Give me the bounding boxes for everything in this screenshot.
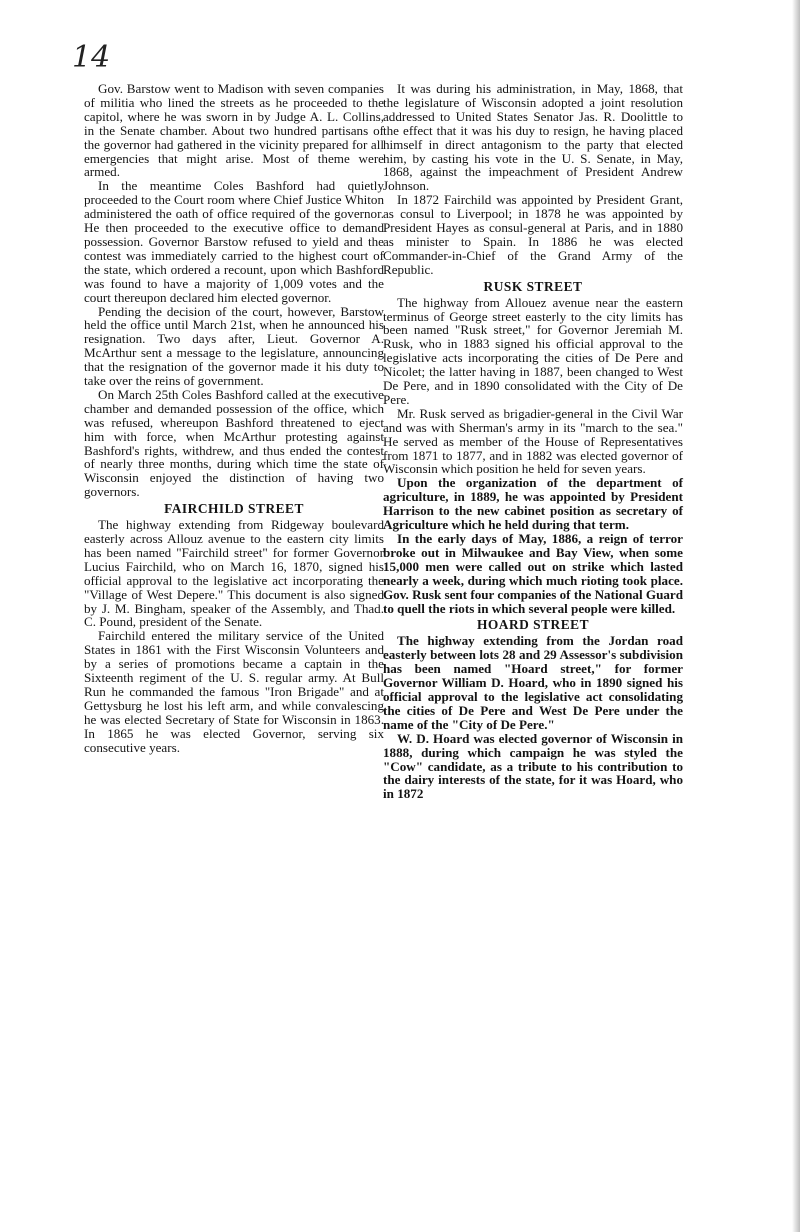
left-column-paragraph: In the meantime Coles Bashford had quietly proceeded to the Court room where Chief Justice Whiton administered the oath of office required of the governor. He then proceeded to the executive office to demand possession. Governor Barstow refused to yield and the contest was immediately carried to the highest court of the state, which ordered a recount, upon which Bashford was found to have a majority of 1,009 votes and the court thereupon declared him elected governor. — [84, 178, 384, 305]
right-column-paragraph: W. D. Hoard was elected governor of Wisconsin in 1888, during which campaign he was styled the "Cow" candidate, as a tribute to his contribution to the dairy interests of the state, for it was Hoard, who in 1872 — [383, 730, 683, 802]
right-column-paragraph: The highway extending from the Jordan road easterly between lots 28 and 29 Assessor's subdivision has been named "Hoard street," for former Governor William D. Hoard, who in 1890 signed his official approval to the legislative act consolidating the cities of De Pere and West De Pere under the name of the "City of De Pere." — [383, 633, 683, 732]
scan-edge-shadow — [792, 0, 800, 1232]
right-column-paragraph: Mr. Rusk served as brigadier-general in the Civil War and was with Sherman's army in its "march to the sea." He served as member of the House of Representatives from 1871 to 1877, and in 1882 was elected governor of Wisconsin which position he held for seven years. — [383, 405, 683, 477]
right-column-paragraph: The highway from Allouez avenue near the eastern terminus of George street easterly to the city limits has been named "Rusk street," for Governor Jeremiah M. Rusk, who in 1883 signed his official approval to the legislative acts incorporating the cities of De Pere and Nicolet; the latter having in 1887, been changed to West De Pere, and in 1890 consolidated with the City of De Pere. — [383, 294, 683, 407]
right-column-heading: HOARD STREET — [476, 617, 590, 633]
right-column-paragraph: It was during his administration, in May, 1868, that the legislature of Wisconsin adopted a joint resolution addressed to United States Senator Jas. R. Doolittle to the effect that it was his duy to resign, he having placed himself in direct antagonism to the party that elected him, by casting his vote in the U. S. Senate, in May, 1868, against the impeachment of President Andrew Johnson. — [383, 81, 683, 194]
left-column — [84, 82, 384, 755]
left-column-paragraph: Fairchild entered the military service of the United States in 1861 with the First Wisconsin Volunteers and by a series of promotions became a captain in the Sixteenth regiment of the U. S. regular army. At Bull Run he commanded the famous "Iron Brigade" and at Gettysburg he lost his left arm, and while convalescing he was elected Secretary of State for Wisconsin in 1863. In 1865 he was elected Governor, serving six consecutive years. — [84, 628, 384, 755]
left-column-paragraph: The highway extending from Ridgeway boulevard easterly across Allouz avenue to the eastern city limits has been named "Fairchild street" for former Governor Lucius Fairchild, who on March 16, 1870, signed his official approval to the legislative act incorporating the "Village of West Depere." This document is also signed by J. M. Bingham, speaker of the Assembly, and Thad. C. Pound, president of the Senate. — [84, 517, 384, 630]
left-column-paragraph: Pending the decision of the court, however, Barstow held the office until March 21st, when he announced his resignation. Two days after, Lieut. Governor A. McArthur sent a message to the legislature, announcing that the resignation of the governor made it his duty to take over the reins of government. — [84, 303, 384, 389]
page-number: 14 — [72, 40, 111, 75]
right-column-paragraph: In 1872 Fairchild was appointed by President Grant, as consul to Liverpool; in 1878 he was appointed by President Hayes as consul-general at Paris, and in 1880 as minister to Spain. In 1886 he was elected Commander-in-Chief of the Grand Army of the Republic. — [383, 192, 683, 277]
right-column — [383, 82, 683, 801]
right-column-paragraph: Upon the organization of the department of agriculture, in 1889, he was appointed by President Harrison to the new cabinet position as secretary of Agriculture which he held during that term. — [383, 475, 683, 533]
left-column-paragraph: On March 25th Coles Bashford called at the executive chamber and demanded possession of the office, which was refused, whereupon Bashford threatened to eject him with force, when McArthur protesting against Bashford's rights, withdrew, and thus ended the contest of nearly three months, during which time the state of Wisconsin enjoyed the distinction of having two governors. — [84, 386, 384, 500]
left-column-paragraph: Gov. Barstow went to Madison with seven companies of militia who lined the streets as he proceeded to the capitol, where he was sworn in by Judge A. L. Collins, in the Senate chamber. About two hundred partisans of the governor had gathered in the vicinity prepared for all emergencies that might arise. Most of theme were armed. — [84, 81, 384, 180]
left-column-heading: FAIRCHILD STREET — [164, 501, 304, 517]
right-column-heading: RUSK STREET — [483, 278, 583, 294]
right-column-paragraph: In the early days of May, 1886, a reign of terror broke out in Milwaukee and Bay View, when some 15,000 men were called out on strike which lasted nearly a week, during which much rioting took place. Gov. Rusk sent four companies of the National Guard to quell the riots in which several people were killed. — [383, 531, 683, 616]
